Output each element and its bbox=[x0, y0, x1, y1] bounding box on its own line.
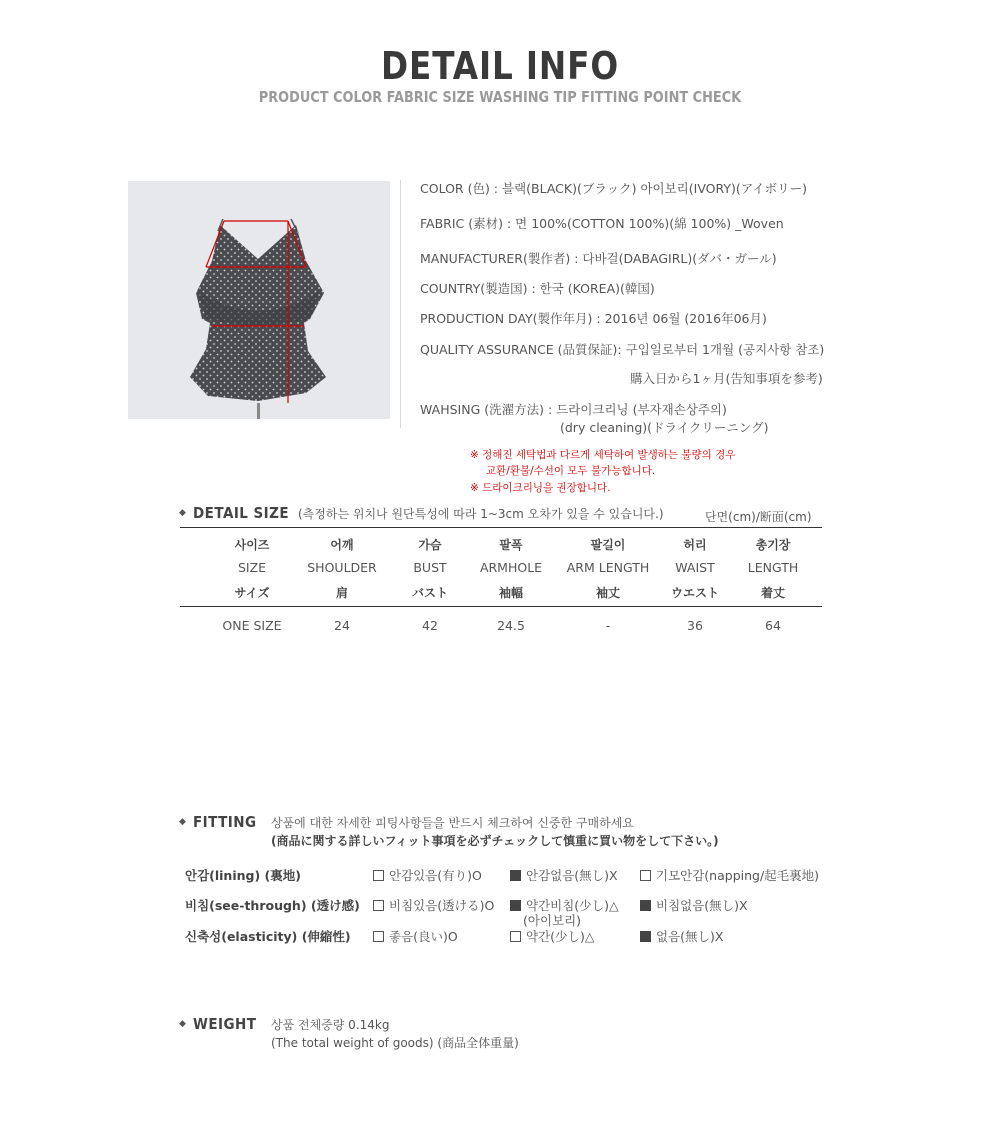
option-label: 좋음(良い)O bbox=[389, 929, 458, 944]
size-header-cell: 가슴 bbox=[418, 538, 442, 552]
info-production-day: PRODUCTION DAY(製作年月) : 2016년 06월 (2016年06月) bbox=[420, 311, 767, 326]
size-header-cell: ARMHOLE bbox=[479, 560, 543, 575]
detail-size-note: (측정하는 위치나 원단특성에 따라 1~3cm 오차가 있을 수 있습니다.) bbox=[298, 507, 664, 521]
fitting-row-see-through bbox=[185, 896, 360, 914]
info-washing: WAHSING (洗濯方法) : 드라이크리닝 (부자재손상주의) bbox=[420, 402, 727, 417]
size-header-cell: 팔길이 bbox=[590, 538, 626, 552]
size-header-cell: 사이즈 bbox=[234, 538, 270, 552]
size-header-cell: 袖幅 bbox=[498, 586, 523, 600]
size-cell: ONE SIZE bbox=[222, 618, 282, 633]
size-table-mid-rule bbox=[180, 606, 822, 607]
warning-line-3: ※ 드라이크리닝을 권장합니다. bbox=[470, 482, 611, 494]
checkbox-empty-icon bbox=[373, 900, 384, 911]
checkbox-empty-icon bbox=[510, 931, 521, 942]
size-header-cell: SIZE bbox=[237, 560, 267, 575]
page-title: DETAIL INFO bbox=[381, 44, 619, 88]
checkbox-empty-icon bbox=[640, 870, 651, 881]
size-header-jp bbox=[180, 584, 822, 604]
fitting-heading: FITTING bbox=[193, 813, 257, 831]
checkbox-filled-icon bbox=[640, 931, 651, 942]
checkbox-filled-icon bbox=[640, 900, 651, 911]
warning-line-1: ※ 정해진 세탁법과 다르게 세탁하여 발생하는 불량의 경우 bbox=[470, 449, 736, 461]
fitting-option bbox=[640, 896, 748, 914]
option-label: 비침있음(透ける)O bbox=[389, 898, 495, 913]
fitting-option bbox=[373, 896, 494, 914]
size-header-cell: 팔폭 bbox=[499, 538, 523, 552]
fitting-label: 안감(lining) (裏地) bbox=[185, 868, 301, 883]
size-cell: 42 bbox=[422, 618, 438, 633]
info-quality: QUALITY ASSURANCE (品質保証): 구입일로부터 1개월 (공지사항 참조) bbox=[420, 342, 825, 357]
size-header-cell: SHOULDER bbox=[307, 560, 377, 575]
size-cell: - bbox=[605, 618, 611, 633]
page-subtitle: PRODUCT COLOR FABRIC SIZE WASHING TIP FITTING POINT CHECK bbox=[258, 88, 742, 106]
size-header-kr bbox=[180, 536, 822, 556]
weight-heading: WEIGHT bbox=[193, 1015, 257, 1033]
fitting-option bbox=[373, 866, 482, 884]
option-label: 없음(無し)X bbox=[656, 929, 724, 944]
fitting-row-elasticity bbox=[185, 927, 351, 945]
size-header-cell: サイズ bbox=[234, 586, 270, 600]
size-table-top-rule bbox=[180, 527, 822, 528]
checkbox-empty-icon bbox=[373, 870, 384, 881]
size-header-cell: ウエスト bbox=[670, 586, 719, 600]
size-header-cell: バスト bbox=[411, 586, 448, 600]
info-manufacturer: MANUFACTURER(製作者) : 다바걸(DABAGIRL)(ダバ・ガール) bbox=[420, 251, 777, 266]
weight-line-2: (The total weight of goods) (商品全体重量) bbox=[271, 1036, 519, 1050]
fitting-row-lining bbox=[185, 866, 301, 884]
fitting-option bbox=[510, 927, 595, 945]
info-fabric: FABRIC (素材) : 면 100%(COTTON 100%)(綿 100%) _Woven bbox=[420, 216, 784, 231]
product-garment-image bbox=[128, 181, 390, 419]
option-label: 약간비침(少し)△ bbox=[526, 898, 619, 913]
info-divider bbox=[400, 180, 401, 428]
checkbox-empty-icon bbox=[373, 931, 384, 942]
option-label: 약간(少し)△ bbox=[526, 929, 595, 944]
fitting-option bbox=[510, 866, 618, 884]
product-photo bbox=[128, 181, 390, 419]
info-color: COLOR (色) : 블랙(BLACK)(ブラック) 아이보리(IVORY)(アイボリー) bbox=[420, 181, 808, 196]
fitting-option-sub: (아이보리) bbox=[523, 913, 582, 928]
option-label: 기모안감(napping/起毛裏地) bbox=[656, 868, 820, 883]
size-header-cell: 총기장 bbox=[755, 538, 791, 552]
fitting-note-1: 상품에 대한 자세한 피팅사항들을 반드시 체크하여 신중한 구매하세요 bbox=[271, 816, 634, 830]
info-country: COUNTRY(製造国) : 한국 (KOREA)(韓国) bbox=[420, 281, 655, 296]
info-washing-2: (dry cleaning)(ドライクリーニング) bbox=[560, 420, 769, 435]
size-header-cell: 着丈 bbox=[760, 586, 785, 600]
size-cell: 36 bbox=[687, 618, 703, 633]
size-header-cell: ARM LENGTH bbox=[566, 560, 650, 575]
size-header-cell: 어깨 bbox=[330, 538, 354, 552]
size-header-cell: 袖丈 bbox=[595, 586, 620, 600]
info-quality-jp: 購入日から1ヶ月(告知事項を参考) bbox=[630, 371, 823, 386]
diamond-bullet-icon: ◆ bbox=[179, 508, 186, 518]
detail-size-heading: DETAIL SIZE bbox=[193, 504, 290, 522]
size-header-cell: LENGTH bbox=[747, 560, 799, 575]
size-header-cell: BUST bbox=[413, 560, 447, 575]
size-header-cell: WAIST bbox=[675, 560, 715, 575]
diamond-bullet-icon: ◆ bbox=[179, 817, 186, 827]
weight-line-1: 상품 전체중량 0.14kg bbox=[271, 1018, 390, 1032]
fitting-option bbox=[640, 927, 723, 945]
size-header-cell: 肩 bbox=[335, 586, 348, 600]
fitting-note-2: (商品に関する詳しいフィット事項を必ずチェックして慎重に買い物をして下さい。) bbox=[271, 834, 719, 848]
size-cell: 24 bbox=[334, 618, 350, 633]
fitting-label: 신축성(elasticity) (伸縮性) bbox=[185, 929, 351, 944]
fitting-label: 비침(see-through) (透け感) bbox=[185, 898, 360, 913]
detail-size-unit: 단면(cm)/断面(cm) bbox=[705, 510, 812, 524]
option-label: 비침없음(無し)X bbox=[656, 898, 748, 913]
option-label: 안감있음(有り)O bbox=[389, 868, 482, 883]
checkbox-filled-icon bbox=[510, 870, 521, 881]
fitting-option bbox=[373, 927, 458, 945]
size-header-en bbox=[180, 560, 822, 580]
option-label: 안감없음(無し)X bbox=[526, 868, 618, 883]
table-row bbox=[180, 618, 822, 638]
checkbox-filled-icon bbox=[510, 900, 521, 911]
size-header-cell: 허리 bbox=[683, 538, 707, 552]
size-cell: 24.5 bbox=[497, 618, 525, 633]
fitting-option bbox=[640, 866, 819, 884]
diamond-bullet-icon: ◆ bbox=[179, 1019, 186, 1029]
size-cell: 64 bbox=[765, 618, 781, 633]
warning-line-2: 교환/환불/수선이 모두 불가능합니다. bbox=[486, 465, 656, 477]
